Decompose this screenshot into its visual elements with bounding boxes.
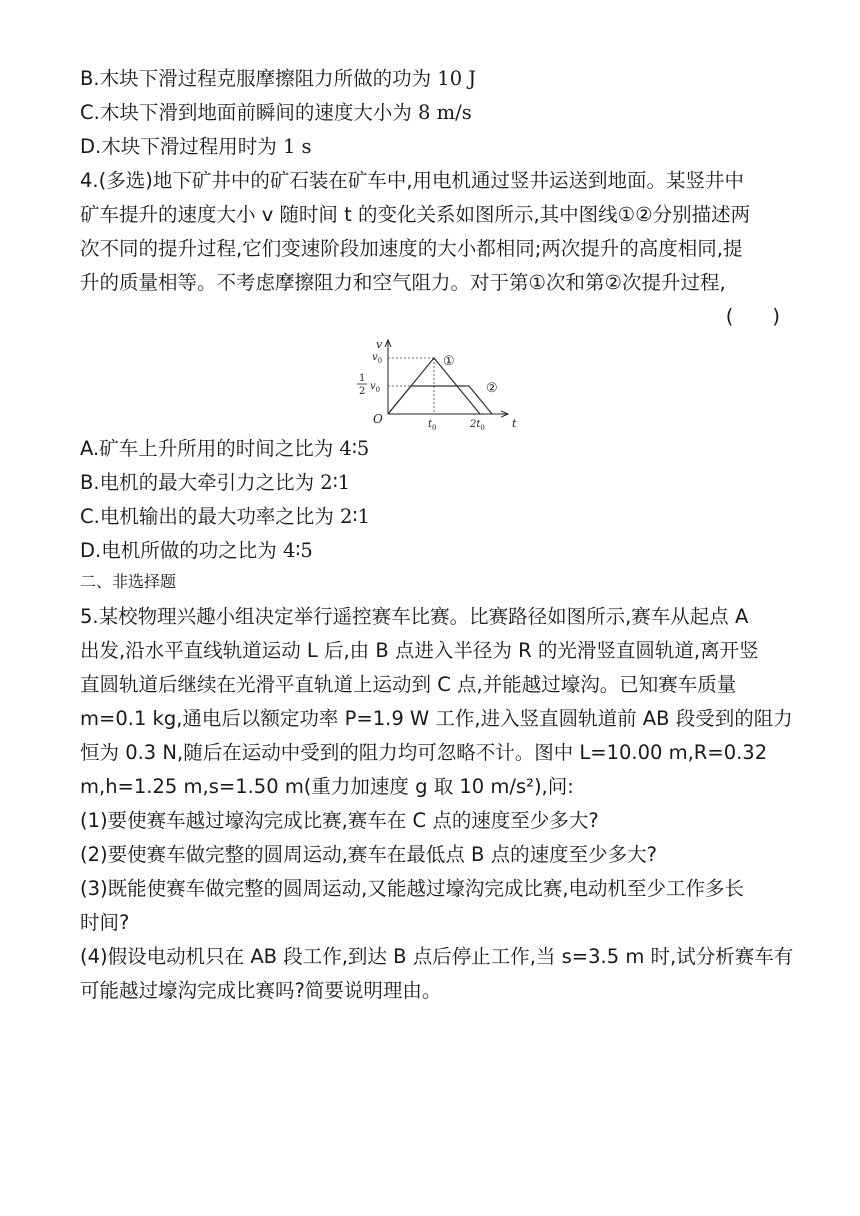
q3-option-c — [80, 96, 780, 130]
q3-option-d — [80, 130, 780, 164]
half-v0-main: v — [370, 381, 376, 392]
option-text: 电机所做的功之比为 — [101, 539, 277, 562]
v0-subscript: 0 — [377, 357, 383, 365]
option-label: D. — [80, 135, 102, 158]
vt-graph — [336, 334, 536, 432]
q4-option-c — [80, 500, 780, 534]
q5-stem-line: m,h=1.25 m,s=1.50 m(重力加速度 g 取 10 m/s²),问: — [80, 775, 574, 798]
option-text: 木块下滑到地面前瞬间的速度大小为 — [99, 101, 412, 124]
option-value: 10 J — [437, 67, 477, 90]
option-label: B. — [80, 67, 100, 90]
v0-label — [372, 352, 382, 365]
answer-bracket: ( ) — [725, 305, 780, 328]
q4-option-d — [80, 534, 780, 568]
q4-stem-line: 4.(多选)地下矿井中的矿石装在矿车中,用电机通过竖井运送到地面。某竖井中 — [80, 169, 745, 192]
q5-subquestion: (4)假设电动机只在 AB 段工作,到达 B 点后停止工作,当 s=3.5 m 时,试分析赛车有 — [80, 945, 794, 968]
t2-subscript: 0 — [480, 424, 485, 432]
half-v0-subscript: 0 — [375, 386, 381, 394]
option-text: 木块下滑过程克服摩擦阻力所做的功为 — [99, 67, 432, 90]
half-denominator: 2 — [359, 386, 366, 397]
v-axis-label: v — [376, 338, 383, 351]
half-v0-label — [370, 381, 380, 394]
option-label: B. — [80, 471, 100, 494]
q3-option-b — [80, 62, 780, 96]
option-text: 电机的最大牵引力之比为 — [99, 471, 315, 494]
t0-main: t — [428, 419, 433, 430]
q4-stem-line: 升的质量相等。不考虑摩擦阻力和空气阻力。对于第①次和第②次提升过程, — [80, 271, 726, 294]
q5-stem-line: 5.某校物理兴趣小组决定举行遥控赛车比赛。比赛路径如图所示,赛车从起点 A — [80, 605, 749, 628]
option-text: 矿车上升所用的时间之比为 — [99, 437, 334, 460]
option-label: A. — [80, 437, 100, 460]
option-text: 木块下滑过程用时为 — [101, 135, 277, 158]
q4-stem-line: 次不同的提升过程,它们变速阶段加速度的大小都相同;两次提升的高度相同,提 — [80, 237, 743, 260]
option-value: 2∶1 — [340, 505, 370, 528]
option-value: 4∶5 — [282, 539, 313, 562]
q5-subquestion: 可能越过壕沟完成比赛吗?简要说明理由。 — [80, 979, 442, 1002]
q5-subquestions — [80, 804, 794, 1008]
section-title: 二、非选择题 — [80, 572, 177, 591]
half-numerator: 1 — [359, 373, 366, 384]
option-value: 8 m/s — [418, 101, 472, 124]
q4-stem-line: 矿车提升的速度大小 v 随时间 t 的变化关系如图所示,其中图线①②分别描述两 — [80, 203, 751, 226]
q5-stem-line: m=0.1 kg,通电后以额定功率 P=1.9 W 工作,进入竖直圆轨道前 AB 段受到的阻力 — [80, 707, 793, 730]
option-value: 2∶1 — [320, 471, 351, 494]
curve-1-label: ① — [443, 354, 455, 369]
q5-subquestion: (1)要使赛车越过壕沟完成比赛,赛车在 C 点的速度至少多大? — [80, 809, 599, 832]
q4-stem — [80, 164, 780, 300]
t2-label — [469, 419, 485, 432]
vt-graph-figure — [80, 334, 780, 432]
q5-stem-line: 直圆轨道后继续在光滑平直轨道上运动到 C 点,并能越过壕沟。已知赛车质量 — [80, 673, 737, 696]
worksheet-page — [80, 62, 794, 1008]
q5-stem — [80, 600, 793, 804]
option-label: D. — [80, 539, 102, 562]
q5-subquestion: (2)要使赛车做完整的圆周运动,赛车在最低点 B 点的速度至少多大? — [80, 843, 657, 866]
q4-option-a — [80, 432, 780, 466]
v0-main: v — [372, 352, 378, 363]
t0-label — [428, 419, 437, 432]
option-label: C. — [80, 505, 100, 528]
curve-2-label: ② — [486, 381, 498, 396]
q5-stem-line: 恒为 0.3 N,随后在运动中受到的阻力均可忽略不计。图中 L=10.00 m,R=0.32 — [80, 741, 768, 764]
t2-main: 2t — [470, 419, 481, 430]
option-text: 电机输出的最大功率之比为 — [99, 505, 334, 528]
q4-option-b — [80, 466, 780, 500]
origin-label: O — [373, 412, 383, 426]
option-value: 4∶5 — [339, 437, 370, 460]
q5-stem-line: 出发,沿水平直线轨道运动 L 后,由 B 点进入半径为 R 的光滑竖直圆轨道,离开竖 — [80, 639, 759, 662]
t0-subscript: 0 — [432, 424, 437, 432]
option-label: C. — [80, 101, 100, 124]
t-axis-label: t — [512, 417, 517, 430]
option-value: 1 s — [282, 135, 312, 158]
q5-subquestion: (3)既能使赛车做完整的圆周运动,又能越过壕沟完成比赛,电动机至少工作多长 — [80, 877, 745, 900]
q5-subquestion: 时间? — [80, 911, 130, 934]
